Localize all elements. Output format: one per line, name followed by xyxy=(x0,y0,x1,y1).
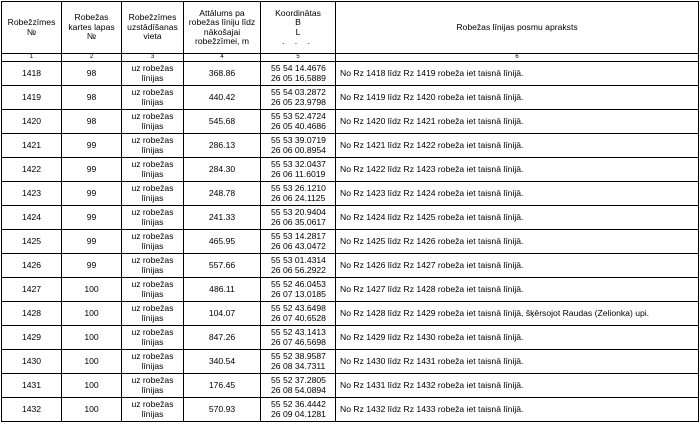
marker-number-cell: 1426 xyxy=(2,254,62,278)
coordinate-b: 55 52 38.9587 xyxy=(271,351,326,362)
column-number-row xyxy=(2,54,699,62)
installation-place-cell: uz robežas līnijas xyxy=(122,326,184,350)
table-row xyxy=(2,350,699,374)
coordinates-cell xyxy=(261,110,336,134)
distance-cell: 440.42 xyxy=(184,86,261,110)
coordinate-l: 26 08 34.7311 xyxy=(271,360,326,371)
map-sheet-cell: 99 xyxy=(62,230,122,254)
map-sheet-cell: 99 xyxy=(62,182,122,206)
table-row xyxy=(2,158,699,182)
installation-place-cell: uz robežas līnijas xyxy=(122,182,184,206)
installation-place-cell: uz robežas līnijas xyxy=(122,278,184,302)
map-sheet-cell: 100 xyxy=(62,374,122,398)
description-cell: No Rz 1419 līdz Rz 1420 robeža iet taisnā līnijā. xyxy=(336,86,699,110)
coordinate-l: 26 05 23.9798 xyxy=(271,96,326,107)
header-installation-place: Robežzīmes uzstādīšanas vieta xyxy=(122,2,184,54)
marker-number-cell: 1432 xyxy=(2,398,62,422)
coordinate-b: 55 53 39.0719 xyxy=(271,135,326,146)
coordinate-b: 55 52 37.2805 xyxy=(271,375,326,386)
distance-cell: 570.93 xyxy=(184,398,261,422)
marker-number-cell: 1427 xyxy=(2,278,62,302)
table-row xyxy=(2,86,699,110)
distance-cell: 545.68 xyxy=(184,110,261,134)
header-coordinates-title: Koordinātas xyxy=(275,7,321,18)
marker-number-cell: 1423 xyxy=(2,182,62,206)
table-row xyxy=(2,206,699,230)
column-number: 5 xyxy=(261,54,336,62)
installation-place-cell: uz robežas līnijas xyxy=(122,374,184,398)
boundary-marker-table xyxy=(1,1,699,422)
header-coordinates-l: L xyxy=(295,26,301,37)
coordinates-cell xyxy=(261,326,336,350)
coordinates-cell xyxy=(261,350,336,374)
description-cell: No Rz 1422 līdz Rz 1423 robeža iet taisnā līnijā. xyxy=(336,158,699,182)
boundary-marker-table-container xyxy=(1,1,698,422)
marker-number-cell: 1428 xyxy=(2,302,62,326)
coordinates-cell xyxy=(261,374,336,398)
column-number: 1 xyxy=(2,54,62,62)
table-row xyxy=(2,254,699,278)
coordinate-l: 26 06 11.6019 xyxy=(271,168,326,179)
description-cell: No Rz 1418 līdz Rz 1419 robeža iet taisnā līnijā. xyxy=(336,62,699,86)
marker-number-cell: 1418 xyxy=(2,62,62,86)
coordinate-b: 55 53 14.2817 xyxy=(271,231,326,242)
installation-place-cell: uz robežas līnijas xyxy=(122,134,184,158)
map-sheet-cell: 99 xyxy=(62,206,122,230)
installation-place-cell: uz robežas līnijas xyxy=(122,86,184,110)
description-cell: No Rz 1430 līdz Rz 1431 robeža iet taisnā līnijā. xyxy=(336,350,699,374)
coordinate-b: 55 52 43.1413 xyxy=(271,327,326,338)
map-sheet-cell: 98 xyxy=(62,62,122,86)
coordinate-l: 26 05 16.5889 xyxy=(271,72,326,83)
table-row xyxy=(2,230,699,254)
map-sheet-cell: 100 xyxy=(62,350,122,374)
installation-place-cell: uz robežas līnijas xyxy=(122,350,184,374)
marker-number-cell: 1431 xyxy=(2,374,62,398)
description-cell: No Rz 1429 līdz Rz 1430 robeža iet taisnā līnijā. xyxy=(336,326,699,350)
coordinate-b: 55 53 01.4314 xyxy=(271,255,326,266)
installation-place-cell: uz robežas līnijas xyxy=(122,62,184,86)
description-cell: No Rz 1425 līdz Rz 1426 robeža iet taisnā līnijā. xyxy=(336,230,699,254)
header-row xyxy=(2,2,699,54)
header-coordinates xyxy=(261,2,336,54)
installation-place-cell: uz robežas līnijas xyxy=(122,206,184,230)
column-number: 2 xyxy=(62,54,122,62)
coordinate-l: 26 06 43.0472 xyxy=(271,240,326,251)
table-header xyxy=(2,2,699,62)
coordinate-b: 55 52 46.0453 xyxy=(271,279,326,290)
distance-cell: 284.30 xyxy=(184,158,261,182)
coordinate-l: 26 05 40.4686 xyxy=(271,120,326,131)
header-distance: Attālums pa robežas līniju līdz nākošajai robežzīmei, m xyxy=(184,2,261,54)
distance-cell: 368.86 xyxy=(184,62,261,86)
marker-number-cell: 1425 xyxy=(2,230,62,254)
description-cell: No Rz 1420 līdz Rz 1421 robeža iet taisnā līnijā. xyxy=(336,110,699,134)
installation-place-cell: uz robežas līnijas xyxy=(122,158,184,182)
coordinate-l: 26 07 40.6528 xyxy=(271,312,326,323)
coordinates-cell xyxy=(261,134,336,158)
coordinate-l: 26 06 56.2922 xyxy=(271,264,326,275)
column-number: 4 xyxy=(184,54,261,62)
header-coordinates-b: B xyxy=(295,17,301,28)
coordinate-b: 55 54 14.4676 xyxy=(271,63,326,74)
marker-number-cell: 1424 xyxy=(2,206,62,230)
distance-cell: 241.33 xyxy=(184,206,261,230)
marker-number-cell: 1420 xyxy=(2,110,62,134)
map-sheet-cell: 98 xyxy=(62,110,122,134)
map-sheet-cell: 100 xyxy=(62,398,122,422)
coordinates-cell xyxy=(261,398,336,422)
distance-cell: 465.95 xyxy=(184,230,261,254)
coordinate-l: 26 07 46.5698 xyxy=(271,336,326,347)
coordinate-l: 26 06 35.0617 xyxy=(271,216,326,227)
marker-number-cell: 1421 xyxy=(2,134,62,158)
description-cell: No Rz 1423 līdz Rz 1424 robeža iet taisnā līnijā. xyxy=(336,182,699,206)
map-sheet-cell: 100 xyxy=(62,302,122,326)
coordinates-cell xyxy=(261,158,336,182)
map-sheet-cell: 99 xyxy=(62,134,122,158)
distance-cell: 286.13 xyxy=(184,134,261,158)
column-number: 6 xyxy=(336,54,699,62)
installation-place-cell: uz robežas līnijas xyxy=(122,254,184,278)
description-cell: No Rz 1426 līdz Rz 1427 robeža iet taisnā līnijā. xyxy=(336,254,699,278)
description-cell: No Rz 1427 līdz Rz 1428 robeža iet taisnā līnijā. xyxy=(336,278,699,302)
marker-number-cell: 1429 xyxy=(2,326,62,350)
coordinates-cell xyxy=(261,254,336,278)
header-coordinates-dots: . . . xyxy=(282,35,314,46)
coordinate-l: 26 07 13.0185 xyxy=(271,288,326,299)
installation-place-cell: uz robežas līnijas xyxy=(122,110,184,134)
map-sheet-cell: 99 xyxy=(62,158,122,182)
coordinates-cell xyxy=(261,230,336,254)
header-map-sheet-number: Robežas kartes lapas № xyxy=(62,2,122,54)
table-row xyxy=(2,398,699,422)
coordinates-cell xyxy=(261,62,336,86)
header-marker-number: Robežzīmes № xyxy=(2,2,62,54)
coordinates-cell xyxy=(261,278,336,302)
coordinate-l: 26 06 00.8954 xyxy=(271,144,326,155)
description-cell: No Rz 1424 līdz Rz 1425 robeža iet taisnā līnijā. xyxy=(336,206,699,230)
map-sheet-cell: 99 xyxy=(62,254,122,278)
distance-cell: 486.11 xyxy=(184,278,261,302)
coordinate-b: 55 52 36.4442 xyxy=(271,399,326,410)
coordinate-l: 26 06 24.1125 xyxy=(271,192,326,203)
marker-number-cell: 1419 xyxy=(2,86,62,110)
table-row xyxy=(2,62,699,86)
table-body xyxy=(2,62,699,422)
map-sheet-cell: 98 xyxy=(62,86,122,110)
coordinate-b: 55 53 32.0437 xyxy=(271,159,326,170)
coordinate-b: 55 53 26.1210 xyxy=(271,183,326,194)
coordinate-b: 55 52 43.6498 xyxy=(271,303,326,314)
distance-cell: 340.54 xyxy=(184,350,261,374)
coordinates-cell xyxy=(261,206,336,230)
table-row xyxy=(2,278,699,302)
table-row xyxy=(2,302,699,326)
distance-cell: 104.07 xyxy=(184,302,261,326)
marker-number-cell: 1422 xyxy=(2,158,62,182)
description-cell: No Rz 1431 līdz Rz 1432 robeža iet taisnā līnijā. xyxy=(336,374,699,398)
coordinates-cell xyxy=(261,86,336,110)
table-row xyxy=(2,326,699,350)
coordinate-b: 55 54 03.2872 xyxy=(271,87,326,98)
coordinate-b: 55 53 20.9404 xyxy=(271,207,326,218)
coordinates-cell xyxy=(261,302,336,326)
installation-place-cell: uz robežas līnijas xyxy=(122,230,184,254)
installation-place-cell: uz robežas līnijas xyxy=(122,302,184,326)
coordinates-cell xyxy=(261,182,336,206)
map-sheet-cell: 100 xyxy=(62,278,122,302)
installation-place-cell: uz robežas līnijas xyxy=(122,398,184,422)
table-row xyxy=(2,182,699,206)
coordinate-l: 26 09 04.1281 xyxy=(271,408,326,419)
distance-cell: 176.45 xyxy=(184,374,261,398)
coordinate-l: 26 08 54.0894 xyxy=(271,384,326,395)
distance-cell: 847.26 xyxy=(184,326,261,350)
distance-cell: 248.78 xyxy=(184,182,261,206)
table-row xyxy=(2,110,699,134)
coordinate-b: 55 53 52.4724 xyxy=(271,111,326,122)
distance-cell: 557.66 xyxy=(184,254,261,278)
column-number: 3 xyxy=(122,54,184,62)
description-cell: No Rz 1432 līdz Rz 1433 robeža iet taisnā līnijā. xyxy=(336,398,699,422)
header-description: Robežas līnijas posmu apraksts xyxy=(336,2,699,54)
table-row xyxy=(2,374,699,398)
table-row xyxy=(2,134,699,158)
map-sheet-cell: 100 xyxy=(62,326,122,350)
description-cell: No Rz 1428 līdz Rz 1429 robeža iet taisnā līnijā, šķērsojot Raudas (Zelionka) upi. xyxy=(336,302,699,326)
description-cell: No Rz 1421 līdz Rz 1422 robeža iet taisnā līnijā. xyxy=(336,134,699,158)
marker-number-cell: 1430 xyxy=(2,350,62,374)
